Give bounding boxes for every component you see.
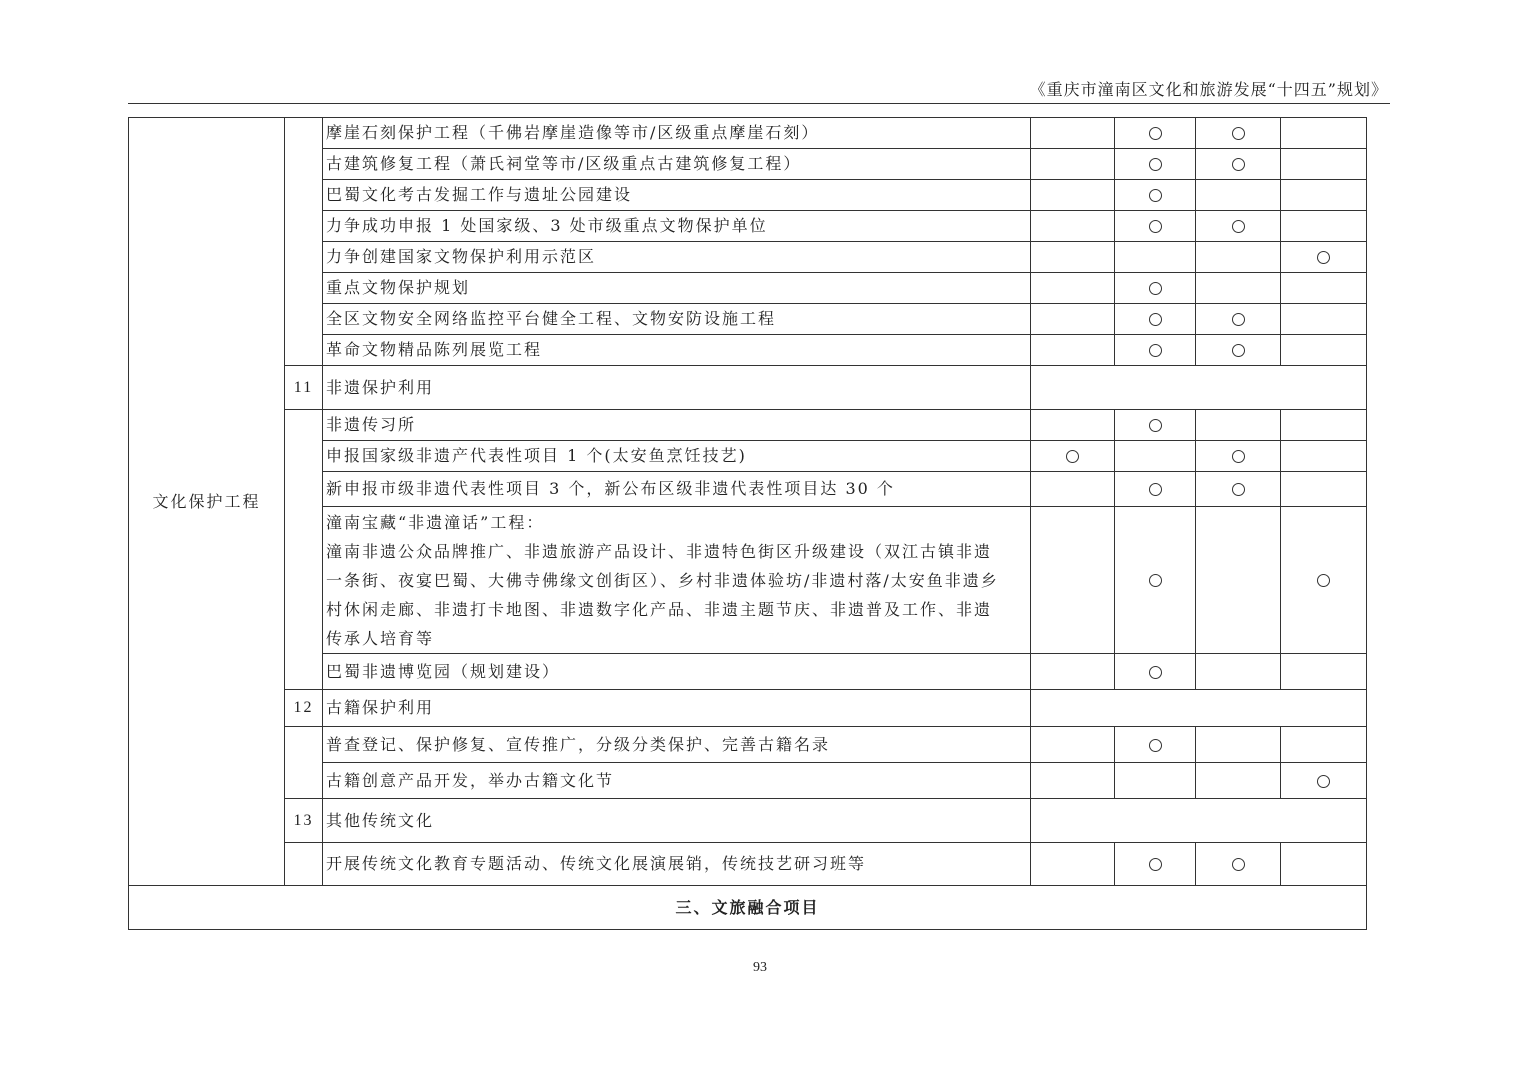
project-description: 古建筑修复工程（萧氏祠堂等市/区级重点古建筑修复工程） <box>323 149 1031 180</box>
schedule-cell-3 <box>1196 654 1281 690</box>
schedule-cell-4 <box>1281 441 1367 472</box>
schedule-cell-3 <box>1196 211 1281 242</box>
heading-blank-cell <box>1031 799 1367 843</box>
schedule-cell-1 <box>1031 149 1115 180</box>
schedule-cell-2 <box>1115 507 1196 654</box>
schedule-cell-1 <box>1031 472 1115 507</box>
schedule-cell-4 <box>1281 242 1367 273</box>
running-header-title: 《重庆市潼南区文化和旅游发展“十四五”规划》 <box>1029 80 1388 99</box>
schedule-cell-2 <box>1115 763 1196 799</box>
schedule-cell-4 <box>1281 304 1367 335</box>
project-description: 巴蜀文化考古发掘工作与遗址公园建设 <box>323 180 1031 211</box>
description-line: 潼南宝藏“非遗潼话”工程： <box>326 512 545 532</box>
table-row <box>129 727 1367 763</box>
table-row <box>129 410 1367 441</box>
item-number: 13 <box>285 799 323 843</box>
schedule-cell-2 <box>1115 441 1196 472</box>
description-line: 潼南非遗公众品牌推广、非遗旅游产品设计、非遗特色街区升级建设（双江古镇非遗 <box>326 541 993 561</box>
project-table <box>128 117 1367 930</box>
item-number-blank <box>285 118 323 366</box>
item-number-blank <box>285 843 323 886</box>
schedule-cell-3 <box>1196 441 1281 472</box>
project-description: 全区文物安全网络监控平台健全工程、文物安防设施工程 <box>323 304 1031 335</box>
schedule-cell-3 <box>1196 472 1281 507</box>
category-heading-row <box>129 690 1367 727</box>
circle-mark-icon <box>1149 127 1162 140</box>
project-description: 申报国家级非遗产代表性项目 1 个(太安鱼烹饪技艺) <box>323 441 1031 472</box>
schedule-cell-3 <box>1196 273 1281 304</box>
description-line: 村休闲走廊、非遗打卡地图、非遗数字化产品、非遗主题节庆、非遗普及工作、非遗 <box>326 599 993 619</box>
schedule-cell-2 <box>1115 335 1196 366</box>
schedule-cell-2 <box>1115 727 1196 763</box>
schedule-cell-3 <box>1196 118 1281 149</box>
schedule-cell-4 <box>1281 211 1367 242</box>
circle-mark-icon <box>1232 127 1245 140</box>
schedule-cell-1 <box>1031 507 1115 654</box>
schedule-cell-3 <box>1196 727 1281 763</box>
description-line: 传承人培育等 <box>326 628 435 648</box>
category-cell: 文化保护工程 <box>129 118 285 886</box>
schedule-cell-1 <box>1031 180 1115 211</box>
circle-mark-icon <box>1149 189 1162 202</box>
circle-mark-icon <box>1149 220 1162 233</box>
schedule-cell-1 <box>1031 273 1115 304</box>
category-heading-row <box>129 799 1367 843</box>
project-description: 力争成功申报 1 处国家级、3 处市级重点文物保护单位 <box>323 211 1031 242</box>
section-title: 三、文旅融合项目 <box>129 886 1367 930</box>
circle-mark-icon <box>1149 282 1162 295</box>
schedule-cell-3 <box>1196 507 1281 654</box>
schedule-cell-4 <box>1281 843 1367 886</box>
heading-blank-cell <box>1031 690 1367 727</box>
schedule-cell-4 <box>1281 118 1367 149</box>
schedule-cell-4 <box>1281 472 1367 507</box>
project-description <box>323 507 1031 654</box>
schedule-cell-1 <box>1031 843 1115 886</box>
item-number-blank <box>285 727 323 799</box>
schedule-cell-3 <box>1196 180 1281 211</box>
description-line: 一条街、夜宴巴蜀、大佛寺佛缘文创街区）、乡村非遗体验坊/非遗村落/太安鱼非遗乡 <box>326 570 999 590</box>
circle-mark-icon <box>1149 574 1162 587</box>
schedule-cell-4 <box>1281 654 1367 690</box>
item-heading: 非遗保护利用 <box>323 366 1031 410</box>
project-description: 革命文物精品陈列展览工程 <box>323 335 1031 366</box>
header-rule <box>128 103 1390 104</box>
circle-mark-icon <box>1317 251 1330 264</box>
schedule-cell-1 <box>1031 763 1115 799</box>
schedule-cell-4 <box>1281 149 1367 180</box>
project-description: 普查登记、保护修复、宣传推广，分级分类保护、完善古籍名录 <box>323 727 1031 763</box>
schedule-cell-4 <box>1281 180 1367 211</box>
section-title-row <box>129 886 1367 930</box>
schedule-cell-3 <box>1196 335 1281 366</box>
circle-mark-icon <box>1232 450 1245 463</box>
schedule-cell-3 <box>1196 149 1281 180</box>
circle-mark-icon <box>1232 344 1245 357</box>
schedule-cell-3 <box>1196 242 1281 273</box>
circle-mark-icon <box>1232 220 1245 233</box>
circle-mark-icon <box>1149 858 1162 871</box>
schedule-cell-4 <box>1281 273 1367 304</box>
circle-mark-icon <box>1232 158 1245 171</box>
schedule-cell-2 <box>1115 654 1196 690</box>
project-description: 巴蜀非遗博览园（规划建设） <box>323 654 1031 690</box>
circle-mark-icon <box>1317 574 1330 587</box>
category-heading-row <box>129 366 1367 410</box>
circle-mark-icon <box>1232 858 1245 871</box>
schedule-cell-3 <box>1196 410 1281 441</box>
circle-mark-icon <box>1149 419 1162 432</box>
circle-mark-icon <box>1232 483 1245 496</box>
item-heading: 其他传统文化 <box>323 799 1031 843</box>
schedule-cell-4 <box>1281 727 1367 763</box>
schedule-cell-4 <box>1281 507 1367 654</box>
circle-mark-icon <box>1149 739 1162 752</box>
schedule-cell-2 <box>1115 410 1196 441</box>
schedule-cell-1 <box>1031 335 1115 366</box>
table-row <box>129 843 1367 886</box>
circle-mark-icon <box>1317 775 1330 788</box>
schedule-cell-1 <box>1031 242 1115 273</box>
project-description: 古籍创意产品开发，举办古籍文化节 <box>323 763 1031 799</box>
project-description: 重点文物保护规划 <box>323 273 1031 304</box>
circle-mark-icon <box>1066 450 1079 463</box>
schedule-cell-2 <box>1115 149 1196 180</box>
schedule-cell-3 <box>1196 763 1281 799</box>
project-description: 开展传统文化教育专题活动、传统文化展演展销，传统技艺研习班等 <box>323 843 1031 886</box>
schedule-cell-1 <box>1031 410 1115 441</box>
schedule-cell-1 <box>1031 211 1115 242</box>
circle-mark-icon <box>1149 158 1162 171</box>
schedule-cell-1 <box>1031 118 1115 149</box>
item-heading: 古籍保护利用 <box>323 690 1031 727</box>
schedule-cell-3 <box>1196 304 1281 335</box>
item-number: 12 <box>285 690 323 727</box>
schedule-cell-4 <box>1281 335 1367 366</box>
circle-mark-icon <box>1149 313 1162 326</box>
schedule-cell-2 <box>1115 180 1196 211</box>
heading-blank-cell <box>1031 366 1367 410</box>
schedule-cell-2 <box>1115 118 1196 149</box>
project-description: 新申报市级非遗代表性项目 3 个，新公布区级非遗代表性项目达 30 个 <box>323 472 1031 507</box>
schedule-cell-2 <box>1115 242 1196 273</box>
schedule-cell-4 <box>1281 410 1367 441</box>
project-description: 非遗传习所 <box>323 410 1031 441</box>
schedule-cell-2 <box>1115 304 1196 335</box>
item-number: 11 <box>285 366 323 410</box>
schedule-cell-2 <box>1115 211 1196 242</box>
item-number-blank <box>285 410 323 690</box>
circle-mark-icon <box>1149 483 1162 496</box>
schedule-cell-3 <box>1196 843 1281 886</box>
circle-mark-icon <box>1149 666 1162 679</box>
schedule-cell-1 <box>1031 304 1115 335</box>
schedule-cell-1 <box>1031 441 1115 472</box>
schedule-cell-2 <box>1115 273 1196 304</box>
circle-mark-icon <box>1149 344 1162 357</box>
table-row <box>129 118 1367 149</box>
schedule-cell-2 <box>1115 843 1196 886</box>
circle-mark-icon <box>1232 313 1245 326</box>
schedule-cell-1 <box>1031 654 1115 690</box>
schedule-cell-1 <box>1031 727 1115 763</box>
schedule-cell-4 <box>1281 763 1367 799</box>
project-description: 力争创建国家文物保护利用示范区 <box>323 242 1031 273</box>
page-number: 93 <box>753 960 767 975</box>
project-description: 摩崖石刻保护工程（千佛岩摩崖造像等市/区级重点摩崖石刻） <box>323 118 1031 149</box>
schedule-cell-2 <box>1115 472 1196 507</box>
